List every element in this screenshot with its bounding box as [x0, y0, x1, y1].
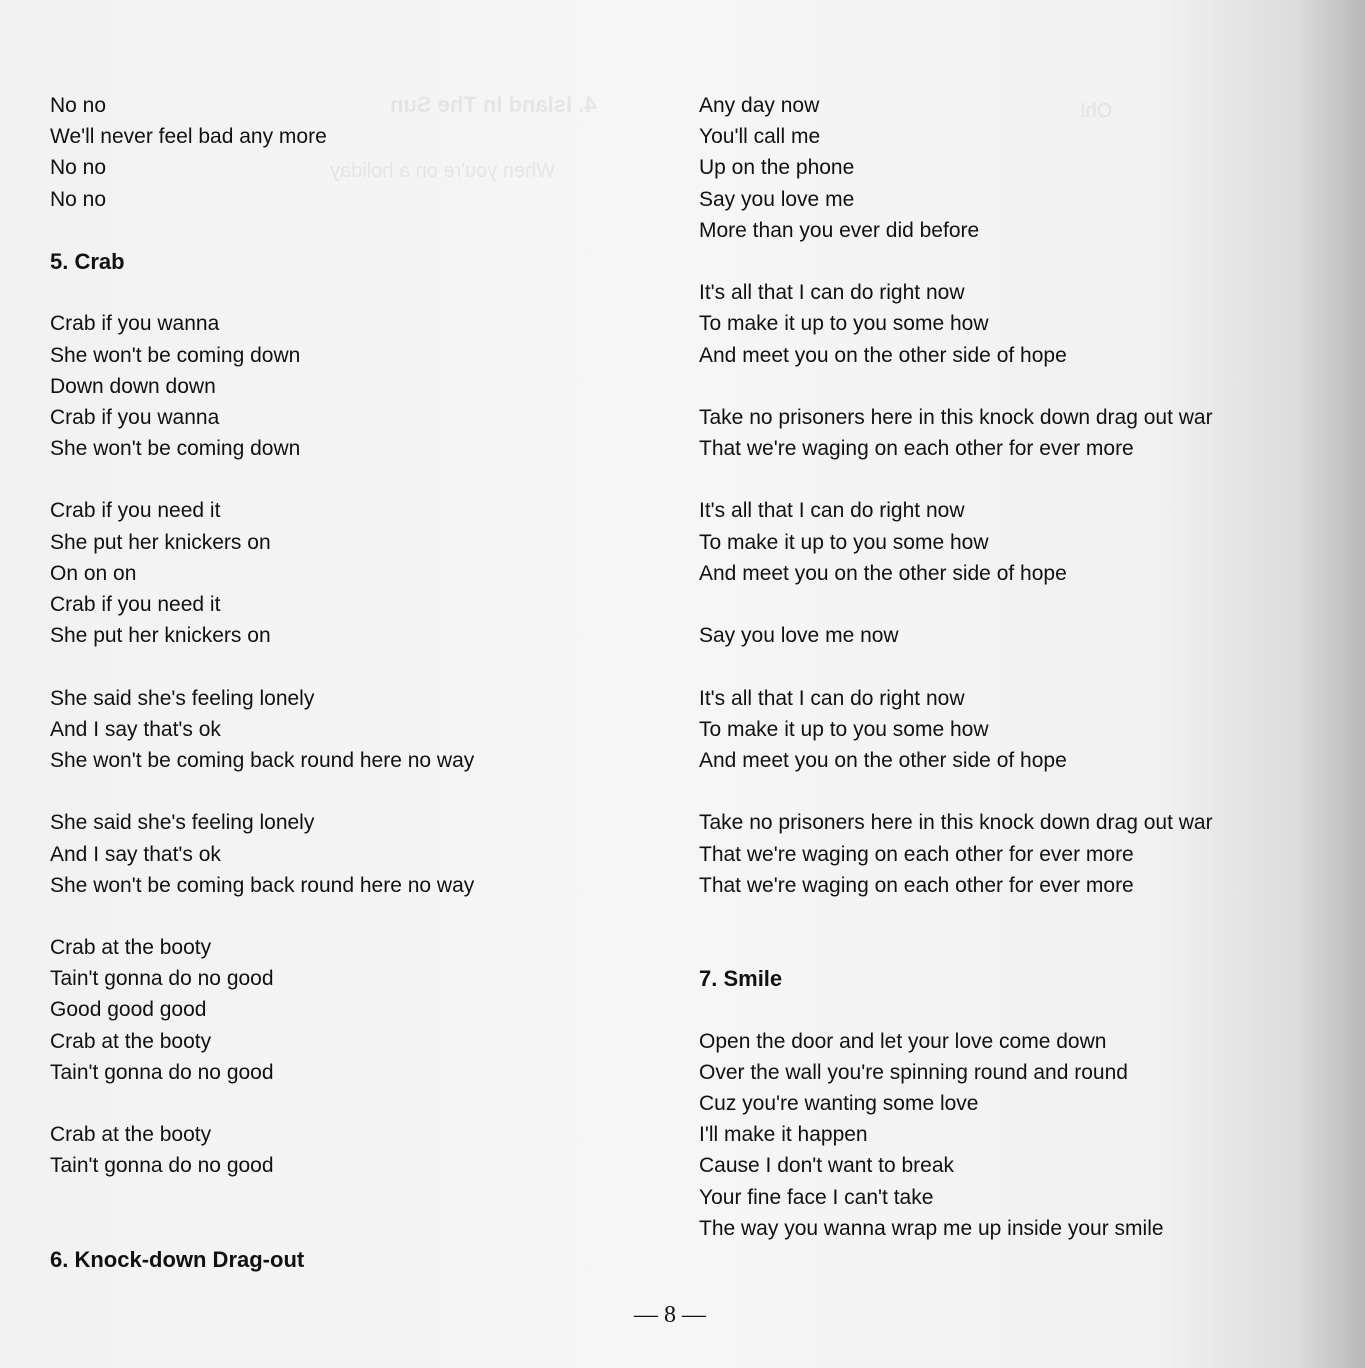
lyric-line: On on on [50, 561, 137, 585]
lyric-line: I'll make it happen [699, 1123, 868, 1147]
lyric-line: Take no prisoners here in this knock down drag out war [699, 405, 1213, 429]
lyric-line: Say you love me now [699, 624, 899, 648]
lyric-line: Open the door and let your love come down [699, 1029, 1107, 1053]
song-title-smile: 7. Smile [699, 966, 783, 992]
lyric-line: It's all that I can do right now [699, 281, 965, 305]
lyric-line: That we're waging on each other for ever more [699, 842, 1134, 866]
lyric-line: That we're waging on each other for ever more [699, 873, 1134, 897]
lyric-line: Crab at the booty [50, 936, 212, 960]
lyric-line: She won't be coming down [50, 437, 301, 461]
lyric-line: And meet you on the other side of hope [699, 343, 1067, 367]
lyric-line: She put her knickers on [50, 624, 271, 648]
lyric-line: No no [50, 187, 107, 211]
left-column [50, 90, 650, 1275]
lyric-line: It's all that I can do right now [699, 499, 965, 523]
page-number: — 8 — [634, 1302, 706, 1328]
lyric-line: That we're waging on each other for ever more [699, 437, 1134, 461]
lyric-line: Up on the phone [699, 156, 855, 180]
right-column [699, 90, 1319, 1244]
lyric-line: And I say that's ok [50, 842, 221, 866]
lyric-line: No no [50, 156, 107, 180]
lyric-line: Cuz you're wanting some love [699, 1092, 979, 1115]
bleed-through-text: 4. Island In The Sun [390, 92, 597, 117]
lyric-line: Crab if you wanna [50, 405, 220, 429]
song-title-crab: 5. Crab [50, 248, 125, 274]
song-title-knock-down: 6. Knock-down Drag-out [50, 1246, 305, 1272]
lyric-line: She won't be coming down [50, 343, 301, 367]
lyric-line: We'll never feel bad any more [50, 125, 327, 149]
lyric-line: She won't be coming back round here no way [50, 748, 475, 772]
lyric-line: Say you love me [699, 187, 855, 211]
lyric-line: Crab at the booty [50, 1029, 212, 1053]
bleed-through-text: Oh! [1080, 100, 1113, 122]
lyric-line: Tain't gonna do no good [50, 1154, 274, 1178]
lyric-line: The way you wanna wrap me up inside your smile [699, 1216, 1164, 1240]
lyric-line: Tain't gonna do no good [50, 1060, 274, 1084]
lyric-line: More than you ever did before [699, 218, 980, 242]
lyric-line: No no [50, 94, 107, 117]
lyric-line: Down down down [50, 374, 216, 398]
lyric-line: Crab if you need it [50, 593, 221, 616]
lyric-line: She won't be coming back round here no way [50, 873, 475, 897]
lyric-line: Cause I don't want to break [699, 1154, 954, 1178]
lyric-line: And meet you on the other side of hope [699, 561, 1067, 585]
lyric-line: And I say that's ok [50, 717, 221, 741]
lyric-line: Tain't gonna do no good [50, 967, 274, 991]
lyric-line: She said she's feeling lonely [50, 686, 315, 710]
lyric-line: You'll call me [699, 125, 821, 149]
lyric-line: She said she's feeling lonely [50, 811, 315, 835]
bleed-through-text: When you're on a holiday [330, 160, 556, 182]
lyric-line: Crab at the booty [50, 1123, 212, 1147]
lyric-line: And meet you on the other side of hope [699, 748, 1067, 772]
lyric-line: Over the wall you're spinning round and round [699, 1060, 1128, 1084]
lyric-line: Crab if you wanna [50, 312, 220, 336]
lyric-line: To make it up to you some how [699, 530, 989, 554]
lyric-line: Take no prisoners here in this knock down drag out war [699, 811, 1213, 835]
lyric-line: Crab if you need it [50, 499, 221, 523]
lyric-line: Good good good [50, 998, 207, 1022]
lyric-line: She put her knickers on [50, 530, 271, 554]
lyric-line: It's all that I can do right now [699, 686, 965, 710]
lyric-line: To make it up to you some how [699, 312, 989, 336]
lyric-line: Any day now [699, 94, 820, 117]
lyric-line: Your fine face I can't take [699, 1185, 934, 1209]
lyric-line: To make it up to you some how [699, 717, 989, 741]
